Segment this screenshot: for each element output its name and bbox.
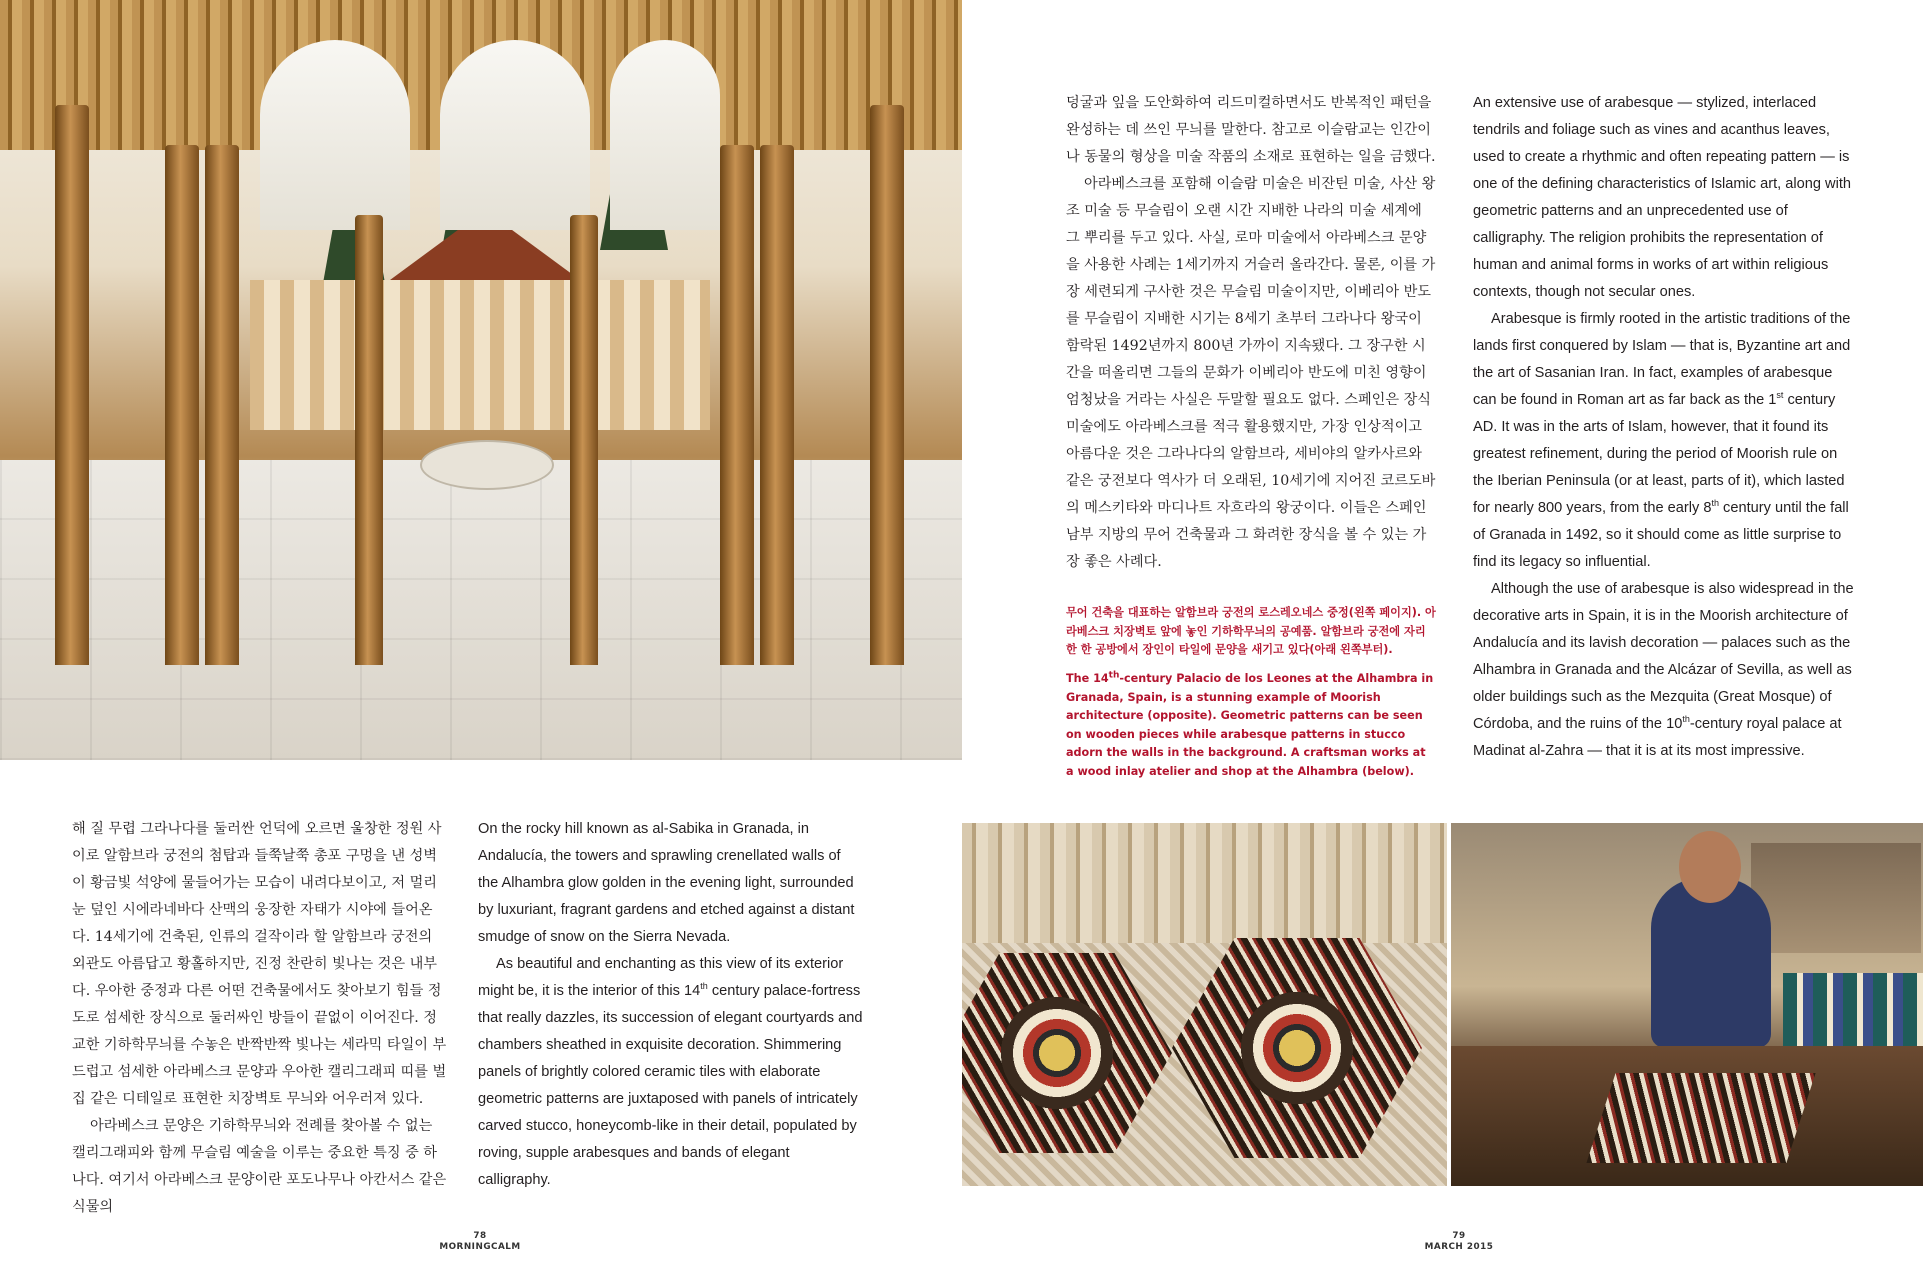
column <box>55 105 89 665</box>
folio-left <box>410 1231 550 1253</box>
paragraph <box>1473 306 1858 576</box>
arch-opening <box>260 40 410 230</box>
arch-opening <box>440 40 590 230</box>
paragraph: 아라베스크를 포함해 이슬람 미술은 비잔틴 미술, 사산 왕조 미술 등 무슬림이 오랜 시간 지배한 나라의 미술 세계에 그 뿌리를 두고 있다. 사실, 로마 미술에서 아라베스크 문양을 사용한 사례는 1세기까지 거슬러 올라간다. 물론, 이를 가장 세련되게 구사한 것은 무슬림 미술이지만, 이베리아 반도를 무슬림이 지배한 시기는 8세기 초부터 그라나다 왕국이 함락된 1492년까지 800년 가까이 지속됐다. 그 장구한 시간을 떠올리면 그들의 문화가 이베리아 반도에 미친 영향이 엄청났을 거라는 사실은 두말할 필요도 없다. 스페인은 장식 미술에도 아라베스크를 적극 활용했지만, 가장 인상적이고 아름다운 것은 그라나다의 알함브라, 세비야의 알카사르와 같은 궁전보다 역사가 더 오래된, 10세기에 지어진 코르도바의 메스키타와 마디나트 자흐라의 왕궁이다. 이들은 스페인 남부 지방의 무어 건축물과 그 화려한 장식을 볼 수 있는 가장 좋은 사례다. <box>1066 176 1436 570</box>
craftsman-photo <box>1451 823 1923 1186</box>
paragraph <box>478 951 863 1194</box>
craftsman-head <box>1679 831 1741 903</box>
inlay-panel <box>1586 1073 1815 1163</box>
arcade-wall <box>250 280 710 430</box>
korean-body-text-top <box>1066 90 1438 576</box>
korean-body-text-bottom <box>72 816 447 1221</box>
column <box>720 145 754 665</box>
column <box>205 145 239 665</box>
column <box>355 215 383 665</box>
text-run: century AD. It was in the arts of Islam, however, that it found its greatest refinement, during the period of Moorish rule on the Iberian Peninsula (or at least, parts of it), which lasted for nearly 800 years, from the early 8 <box>1473 392 1845 516</box>
page-number: 79 <box>1452 1231 1466 1241</box>
paragraph: 해 질 무렵 그라나다를 둘러싼 언덕에 오르면 울창한 정원 사이로 알함브라 궁전의 첨탑과 들쭉날쭉 총포 구멍을 낸 성벽이 황금빛 석양에 물들어가는 모습이 내려다보이고, 저 멀리 눈 덮인 시에라네바다 산맥의 웅장한 자태가 시야에 들어온다. 14세기에 건축된, 인류의 걸작이라 할 알함브라 궁전의 외관도 아름답고 황홀하지만, 진정 찬란히 빛나는 것은 내부다. 우아한 중정과 다른 어떤 건축물에서도 찾아보기 힘들 정도로 섬세한 장식으로 둘러싸인 방들이 끝없이 이어진다. 정교한 기하학무늬를 수놓은 반짝반짝 빛나는 세라믹 타일이 부드럽고 섬세한 아라베스크 문양과 우아한 캘리그래피 띠를 벌집 같은 디테일로 표현한 치장벽토 무늬와 어우러져 있다. <box>72 821 447 1107</box>
paragraph: On the rocky hill known as al-Sabika in Granada, in Andalucía, the towers and sprawling crenellated walls of the Alhambra glow golden in the evening light, surrounded by luxuriant, fragrant gardens and etched against a distant smudge of snow on the Sierra Nevada. <box>478 821 855 945</box>
craftsman <box>1651 878 1771 1048</box>
superscript: th <box>1108 670 1120 681</box>
superscript: th <box>700 981 708 992</box>
text-run: Arabesque is firmly rooted in the artistic traditions of the lands first conquered by Islam — that is, Byzantine art and the art of Sasanian Iran. In fact, examples of arabesque can be found in Roman art as far back as the 1 <box>1473 311 1851 408</box>
column <box>570 215 598 665</box>
paragraph: 덩굴과 잎을 도안화하여 리드미컬하면서도 반복적인 패턴을 완성하는 데 쓰인 무늬를 말한다. 참고로 이슬람교는 인간이나 동물의 형상을 미술 작품의 소재로 표현하는 일을 금했다. <box>1066 95 1436 165</box>
issue-date: MARCH 2015 <box>1424 1242 1494 1252</box>
superscript: th <box>1682 714 1690 725</box>
marble-floor <box>0 460 962 760</box>
superscript: st <box>1776 390 1784 401</box>
korean-caption: 무어 건축을 대표하는 알함브라 궁전의 로스레오네스 중정(왼쪽 페이지). 아라베스크 치장벽토 앞에 놓인 기하학무늬의 공예품. 알함브라 궁전에 자리한 한 공방에서 장인이 타일에 문양을 새기고 있다(아래 왼쪽부터). <box>1066 606 1436 656</box>
paragraph <box>1473 576 1858 765</box>
wall-painting <box>1751 843 1921 953</box>
paragraph: 아라베스크 문양은 기하학무늬와 전례를 찾아볼 수 없는 캘리그래피와 함께 무슬림 예술을 이루는 중요한 특징 중 하나다. 여기서 아라베스크 문양이란 포도나무나 아칸서스 같은 식물의 <box>72 1118 447 1215</box>
courtyard-photo <box>0 0 962 760</box>
folio-right <box>1389 1231 1529 1253</box>
publication-name: MORNINGCALM <box>439 1242 521 1252</box>
caption-text: The 14 <box>1066 672 1109 685</box>
inlay-box <box>1172 938 1422 1158</box>
superscript: th <box>1711 498 1719 509</box>
paragraph: An extensive use of arabesque — stylized, interlaced tendrils and foliage such as vines and acanthus leaves, used to create a rhythmic and often repeating pattern — is one of the defining characteristics of Islamic art, along with geometric patterns and an unprecedented use of calligraphy. The religion prohibits the representation of human and animal forms in works of art within religious contexts, though not secular ones. <box>1473 95 1852 300</box>
english-body-text-bottom <box>478 816 863 1194</box>
column <box>870 105 904 665</box>
inlay-boxes-photo <box>962 823 1447 1186</box>
arch-opening <box>610 40 720 230</box>
english-caption <box>1066 670 1436 781</box>
english-body-text-top <box>1473 90 1858 765</box>
text-run: century until the fall of Granada in 1492, so it should come as little surprise to find its legacy so influential. <box>1473 500 1849 570</box>
caption-text: -century Palacio de los Leones at the Alhambra in Granada, Spain, is a stunning example of Moorish architecture (opposite). Geometric patterns can be seen on wooden pieces while arabesque patterns in stucco adorn the walls in the background. A craftsman works at a wood inlay atelier and shop at the Alhambra (below). <box>1066 672 1434 778</box>
text-run: As beautiful and enchanting as this view of its exterior might be, it is the interior of this 14 <box>478 956 844 999</box>
column <box>165 145 199 665</box>
stucco-wall <box>962 823 1447 943</box>
text-run: century palace-fortress that really dazzles, its succession of elegant courtyards and chambers sheathed in exquisite decoration. Shimmering panels of brightly colored ceramic tiles with elaborate geometric patterns are juxtaposed with panels of intricately carved stucco, honeycomb-like in their detail, populated by roving, supple arabesques and bands of elegant calligraphy. <box>478 983 863 1188</box>
text-run: -century royal palace at Madinat al-Zahra — that it is at its most impressive. <box>1473 716 1842 759</box>
page-number: 78 <box>473 1231 487 1241</box>
lion-fountain <box>420 440 554 490</box>
text-run: Although the use of arabesque is also widespread in the decorative arts in Spain, it is in the Moorish architecture of Andalucía and its lavish decoration — palaces such as the Alhambra in Granada and the Alcázar of Sevilla, as well as older buildings such as the Mezquita (Great Mosque) of Córdoba, and the ruins of the 10 <box>1473 581 1854 732</box>
column <box>760 145 794 665</box>
inlay-box <box>962 953 1172 1153</box>
